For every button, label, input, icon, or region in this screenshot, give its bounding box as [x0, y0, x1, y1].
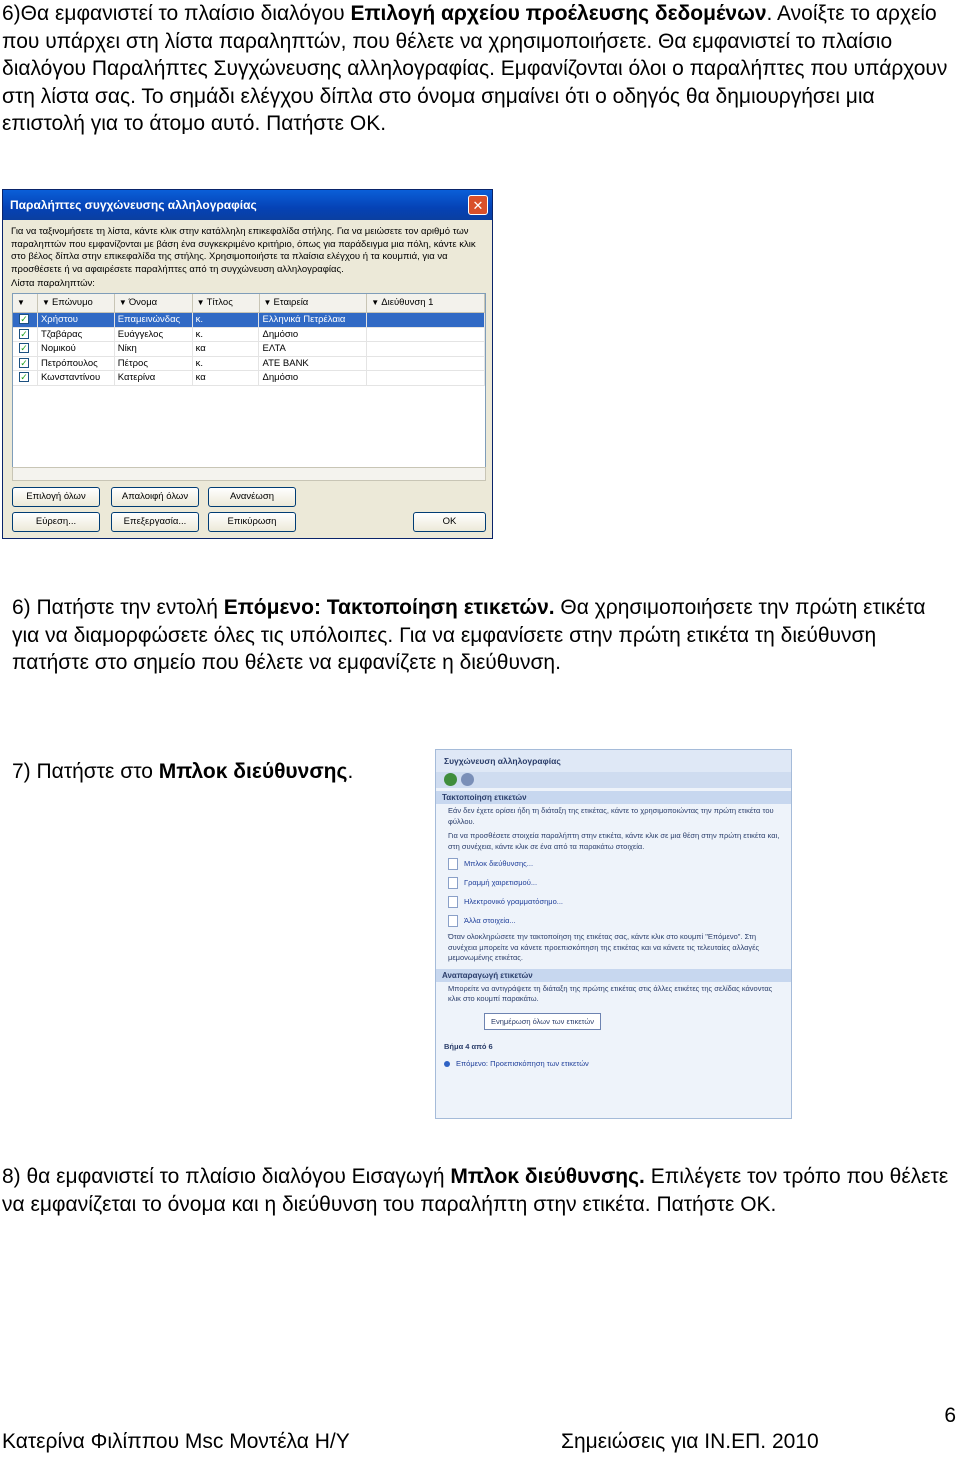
row-checkbox-cell	[13, 371, 38, 385]
step6-lead-text: 6)Θα εμφανιστεί το πλαίσιο διαλόγου	[2, 2, 351, 25]
chevron-down-icon: ▼	[17, 298, 25, 307]
cell-company: ΑΤΕ BANK	[259, 357, 367, 371]
close-icon[interactable]: ✕	[468, 195, 488, 215]
checkbox-checked-icon[interactable]: ✓	[20, 314, 28, 324]
column-header-title[interactable]: ▼ Τίτλος	[193, 294, 260, 312]
mail-merge-recipients-dialog	[2, 189, 493, 539]
checkbox-checked-icon[interactable]: ✓	[20, 343, 28, 353]
step8-rest-text: Επιλέγετε τον τρόπο που θέλετε να εμφανίζεται το όνομα και η διεύθυνση του παραλήπτη στην ετικέτα. Πατήστε ΟΚ.	[2, 1165, 949, 1216]
cell-lastname: Πετρόπουλος	[38, 357, 115, 371]
cell-lastname: Κωνσταντίνου	[38, 371, 115, 385]
checkbox-column-header[interactable]	[13, 294, 38, 312]
cell-title: κα	[193, 371, 260, 385]
dialog-titlebar	[3, 190, 492, 220]
address-block-link[interactable]: Μπλοκ διεύθυνσης...	[436, 854, 791, 873]
column-header-address[interactable]: ▼ Διεύθυνση 1	[367, 294, 485, 312]
step8-lead-text: 8) θα εμφανιστεί το πλαίσιο διαλόγου Εισαγωγή	[2, 1165, 451, 1188]
footer-author: Κατερίνα Φιλίππου Msc Μοντέλα Η/Υ	[2, 1430, 350, 1453]
step8-bold-text: Μπλοκ διεύθυνσης.	[450, 1165, 645, 1188]
checkbox-checked-icon[interactable]: ✓	[20, 372, 28, 382]
cell-company: ΕΛΤΑ	[259, 342, 367, 356]
electronic-postage-link[interactable]: Ηλεκτρονικό γραμματόσημο...	[436, 892, 791, 911]
cell-firstname: Κατερίνα	[115, 371, 193, 385]
update-all-labels-button[interactable]: Ενημέρωση όλων των ετικετών	[484, 1013, 601, 1030]
cell-address	[367, 357, 485, 371]
cell-lastname: Χρήστου	[38, 313, 115, 327]
cell-firstname: Ευάγγελος	[115, 328, 193, 342]
step6-bold-text: Επιλογή αρχείου προέλευσης δεδομένων	[350, 2, 767, 25]
find-button[interactable]: Εύρεση...	[12, 512, 100, 532]
cell-address	[367, 371, 485, 385]
replicate-labels-section-header: Αναπαραγωγή ετικετών	[436, 969, 791, 982]
cell-address	[367, 342, 485, 356]
cell-company: Δημόσιο	[259, 371, 367, 385]
cell-title: κ.	[193, 313, 260, 327]
arrange-labels-text-1: Εάν δεν έχετε ορίσει ήδη τη διάταξη της ετικέτας, κάντε το χρησιμοποιώντας την πρώτη ετικέτα του φύλλου.	[448, 806, 774, 826]
forward-icon[interactable]	[461, 773, 474, 786]
chevron-down-icon[interactable]: ▼	[41, 298, 50, 307]
table-row[interactable]	[13, 371, 485, 386]
cell-lastname: Νομικού	[38, 342, 115, 356]
step7-bold-text: Μπλοκ διεύθυνσης	[158, 760, 348, 783]
chevron-down-icon[interactable]: ▼	[263, 298, 272, 307]
dialog-title: Παραλήπτες συγχώνευσης αλληλογραφίας	[10, 198, 257, 212]
clear-all-button[interactable]: Απαλοιφή όλων	[111, 487, 199, 507]
cell-company: Ελληνικά Πετρέλαια	[259, 313, 367, 327]
horizontal-scrollbar[interactable]	[12, 467, 486, 481]
dialog-instructions: Για να ταξινομήσετε τη λίστα, κάντε κλικ στην κατάλληλη επικεφαλίδα στήλης. Για να μειώσετε τον αριθμό των παραληπτών που εμφανίζονται με βάση ένα συγκεκριμένο κριτήριο, όπως για παράδειγμα μια πόλη, κάντε κλικ στο βέλος δίπλα στην επικεφαλίδα της στήλης. Χρησιμοποιήστε τα πλαίσια ελέγχου ή τα κουμπιά, για να προσθέσετε ή να αφαιρέσετε παραλήπτες από τη συγχώνευση αλληλογραφίας.	[11, 226, 476, 275]
row-checkbox-cell	[13, 357, 38, 371]
recipient-list[interactable]	[12, 293, 486, 481]
chevron-down-icon[interactable]: ▼	[118, 298, 127, 307]
back-icon[interactable]	[444, 773, 457, 786]
recipient-rows	[13, 313, 485, 386]
cell-title: κ.	[193, 357, 260, 371]
table-row[interactable]	[13, 313, 485, 328]
step7-lead-text: 7) Πατήστε στο	[12, 760, 159, 783]
cell-lastname: Τζαβάρας	[38, 328, 115, 342]
step7-rest-text: .	[347, 760, 354, 783]
column-header-company[interactable]: ▼ Εταιρεία	[260, 294, 368, 312]
arrange-labels-text-3: Όταν ολοκληρώσετε την τακτοποίηση της ετικέτας σας, κάντε κλικ στο κουμπί "Επόμενο". Στη συνέχεια μπορείτε να κάνετε προεπισκόπηση της ετικέτας και να κάνετε τις τελευταίες αλλαγές μεμονωμένης ετικέτας.	[448, 932, 760, 962]
arrange-labels-text-2: Για να προσθέσετε στοιχεία παραλήπτη στην ετικέτα, κάντε κλικ σε μια θέση στην πρώτη ετικέτα και, στη συνέχεια, κάντε κλικ σε ένα από τα παρακάτω στοιχεία.	[448, 831, 780, 851]
step7-paragraph	[12, 758, 432, 786]
step6b-rest-text: Θα χρησιμοποιήσετε την πρώτη ετικέτα για να διαμορφώσετε όλες τις υπόλοιπες. Για να εμφανίσετε στην πρώτη ετικέτα τη διεύθυνση πατήστε στο σημείο που θέλετε να εμφανίζετε η διεύθυνση.	[12, 596, 926, 674]
cell-title: κα	[193, 342, 260, 356]
cell-firstname: Πέτρος	[115, 357, 193, 371]
cell-address	[367, 328, 485, 342]
step6-next-paragraph	[12, 594, 952, 677]
step6-rest-text: . Ανοίξτε το αρχείο που υπάρχει στη λίστα παραληπτών, που θέλετε να χρησιμοποιήσετε. Θα εμφανιστεί το πλαίσιο διαλόγου Παραλήπτες Συγχώνευσης αλληλογραφίας. Εμφανίζονται όλοι ο παραλήπτες που υπάρχουν στη λίστα σας. Το σημάδι ελέγχου δίπλα στο όνομα σημαίνει ότι ο οδηγός θα δημιουργήσει μια επιστολή για το άτομο αυτό. Πατήστε ΟΚ.	[2, 2, 948, 135]
recipient-list-label: Λίστα παραληπτών:	[11, 278, 95, 289]
checkbox-checked-icon[interactable]: ✓	[20, 357, 28, 368]
chevron-down-icon[interactable]: ▼	[196, 298, 205, 307]
select-all-button[interactable]: Επιλογή όλων	[12, 487, 100, 507]
step6-intro-paragraph	[2, 0, 952, 138]
table-row[interactable]	[13, 357, 485, 372]
arrange-labels-section-header: Τακτοποίηση ετικετών	[436, 791, 791, 804]
ok-button[interactable]: ΟΚ	[413, 512, 486, 532]
wizard-step-indicator: Βήμα 4 από 6	[444, 1041, 493, 1051]
page-number: 6	[944, 1404, 956, 1427]
cell-company: Δημόσιο	[259, 328, 367, 342]
row-checkbox-cell	[13, 313, 38, 327]
table-row[interactable]	[13, 342, 485, 357]
row-checkbox-cell	[13, 328, 38, 342]
row-checkbox-cell	[13, 342, 38, 356]
recipient-list-header	[13, 294, 485, 313]
column-header-firstname[interactable]: ▼ Όνομα	[115, 294, 193, 312]
greeting-line-link[interactable]: Γραμμή χαιρετισμού...	[436, 873, 791, 892]
task-pane-title: Συγχώνευση αλληλογραφίας	[436, 750, 791, 772]
cell-address	[367, 313, 485, 327]
cell-title: κ.	[193, 328, 260, 342]
step8-paragraph	[2, 1163, 954, 1218]
table-row[interactable]	[13, 328, 485, 343]
step6b-lead-text: 6) Πατήστε την εντολή	[12, 596, 224, 619]
next-preview-labels-link[interactable]: Επόμενο: Προεπισκόπηση των ετικετών	[436, 1053, 791, 1072]
mail-merge-task-pane	[435, 749, 792, 1119]
column-header-lastname[interactable]: ▼ Επώνυμο	[38, 294, 115, 312]
validate-button[interactable]: Επικύρωση	[208, 512, 296, 532]
task-pane-toolbar	[436, 772, 791, 788]
checkbox-checked-icon[interactable]: ✓	[20, 328, 28, 339]
more-items-link[interactable]: Άλλα στοιχεία...	[436, 911, 791, 930]
refresh-button[interactable]: Ανανέωση	[208, 487, 296, 507]
replicate-labels-text: Μπορείτε να αντιγράψετε τη διάταξη της πρώτης ετικέτας στις άλλες ετικέτες της σελίδας κάνοντας κλικ στο κουμπί παρακάτω.	[448, 983, 773, 1003]
chevron-down-icon[interactable]: ▼	[371, 298, 380, 307]
cell-firstname: Νίκη	[115, 342, 193, 356]
footer-title: Σημειώσεις για ΙΝ.ΕΠ. 2010	[561, 1430, 819, 1453]
step6b-bold-text: Επόμενο: Τακτοποίηση ετικετών.	[223, 596, 555, 619]
edit-button[interactable]: Επεξεργασία...	[111, 512, 199, 532]
cell-firstname: Επαμεινώνδας	[115, 313, 193, 327]
